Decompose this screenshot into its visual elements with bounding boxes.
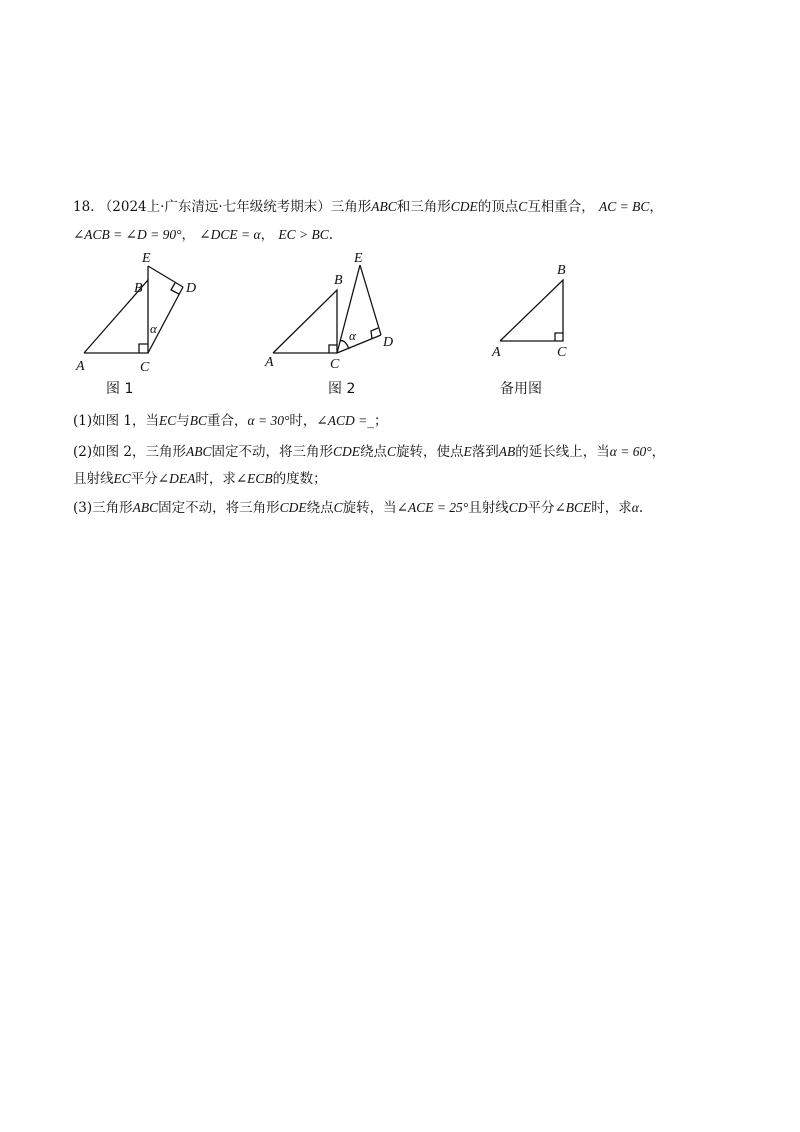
triangle-cde-label: CDE (279, 500, 307, 515)
triangle-abc-label: ABC (186, 444, 212, 459)
point-c-label: C (387, 444, 397, 459)
alpha-label: α (631, 500, 639, 515)
part-3-text: 固定不动，将三角形 (158, 500, 280, 516)
fig1-label-alpha: α (150, 321, 157, 336)
stem-punct: . (328, 227, 334, 243)
fig2-label-alpha: α (349, 328, 356, 343)
point-c-label: C (518, 199, 528, 214)
fig1-caption: 图 1 (106, 381, 134, 397)
fig2-label-b: B (334, 273, 343, 288)
fig2-label-e: E (354, 251, 363, 266)
equation-angles-90: ∠ACB = ∠D = 90° (73, 227, 182, 242)
angle-bce-label: ∠BCE (554, 500, 592, 515)
stem-punct: ， (181, 227, 195, 243)
part-2-text: (2)如图 2，三角形 (73, 444, 187, 460)
part-2-text: 且射线 (73, 471, 114, 487)
inequality-ec-bc: EC > BC (278, 227, 329, 242)
fig2-segment-ed (360, 265, 381, 335)
point-c-label: C (333, 500, 343, 515)
part-2-line-2 (73, 467, 327, 487)
part-3-text: (3)三角形 (73, 500, 133, 516)
angle-ace-25: ∠ACE = 25° (396, 500, 469, 515)
fig2-right-angle-c (329, 345, 337, 353)
alpha-equals-60: α = 60° (609, 444, 652, 459)
fig3-triangle-abc (500, 280, 563, 341)
part-2-text: 平分 (130, 471, 158, 487)
part-3 (73, 496, 643, 516)
fig2-triangle-abc (273, 290, 337, 353)
segment-ab-label: AB (498, 444, 516, 459)
part-3-text: 且射线 (468, 500, 509, 516)
fig2-segment-dc (337, 335, 381, 353)
angle-ecb-label: ∠ECB (235, 471, 273, 486)
segment-bc-label: BC (189, 413, 208, 428)
fig1-segment-ed (148, 266, 183, 287)
stem-punct: ， (260, 227, 275, 243)
fig2-label-a: A (265, 355, 274, 370)
fig3-right-angle-c (555, 333, 563, 341)
part-1-text: 时， (289, 413, 317, 429)
question-number: 18. (73, 199, 95, 215)
part-2-line-1 (73, 440, 665, 460)
fig2-label-d: D (383, 335, 394, 350)
part-2-text: 的延长线上，当 (515, 444, 610, 460)
fig1-label-e: E (142, 251, 151, 266)
fig1-label-a: A (76, 359, 85, 374)
fig1-right-angle-c (139, 344, 148, 353)
fig3-label-a: A (492, 345, 501, 360)
part-3-text: . (638, 500, 644, 516)
triangle-cde-label: CDE (450, 199, 478, 214)
triangle-abc-label: ABC (132, 500, 159, 515)
part-2-text: 绕点 (360, 444, 388, 460)
fig1-label-d: D (186, 281, 197, 296)
stem-text: 和三角形 (396, 199, 451, 215)
stem-text: 的顶点 (477, 199, 519, 215)
part-1-text: 重合， (207, 413, 248, 429)
part-1 (73, 409, 387, 429)
fig3-caption: 备用图 (500, 381, 542, 397)
triangle-cde-label: CDE (333, 444, 361, 459)
fig1-label-c: C (140, 360, 150, 375)
part-3-text: 时，求 (591, 500, 632, 516)
angle-acd-label: ∠ACD = (316, 413, 368, 428)
fig2-alpha-arc (340, 341, 349, 349)
segment-ec-label: EC (159, 413, 177, 428)
part-2-text: 旋转，使点 (396, 444, 464, 460)
stem-text: 三角形 (330, 199, 372, 215)
stem-punct: ， (649, 199, 663, 215)
part-1-text: 与 (176, 413, 190, 429)
point-e-label: E (463, 444, 472, 459)
fig1-label-b: B (134, 281, 143, 296)
part-2-text: ， (651, 444, 666, 460)
equation-dce-alpha: ∠DCE = α (199, 227, 261, 242)
angle-dea-label: ∠DEA (157, 471, 196, 486)
part-3-text: 平分 (527, 500, 555, 516)
fig1-segment-dc (148, 287, 183, 353)
fig2-label-c: C (330, 357, 340, 372)
question-source: （2024上·广东清远·七年级统考期末） (98, 199, 331, 215)
figure-1 (84, 266, 183, 353)
triangle-abc-label: ABC (371, 199, 397, 214)
part-2-text: 固定不动，将三角形 (211, 444, 334, 460)
ray-ec-label: EC (113, 471, 131, 486)
stem-text: 互相重合， (527, 199, 595, 215)
part-1-text: (1)如图 1，当 (73, 413, 160, 429)
equation-ac-bc: AC = BC (599, 199, 650, 214)
figures-panel (0, 0, 800, 420)
part-3-text: 旋转，当 (342, 500, 397, 516)
answer-blank: _； (367, 413, 388, 429)
fig3-label-b: B (557, 263, 566, 278)
figure-3 (500, 280, 563, 341)
alpha-equals-30: α = 30° (247, 413, 290, 428)
ray-cd-label: CD (508, 500, 528, 515)
fig1-right-angle-d (171, 283, 179, 294)
part-2-text: 落到 (471, 444, 499, 460)
figure-2 (273, 265, 381, 353)
fig2-caption: 图 2 (328, 381, 356, 397)
part-2-text: 的度数； (272, 471, 327, 487)
part-2-text: 时，求 (195, 471, 236, 487)
part-3-text: 绕点 (306, 500, 334, 516)
fig3-label-c: C (557, 345, 567, 360)
